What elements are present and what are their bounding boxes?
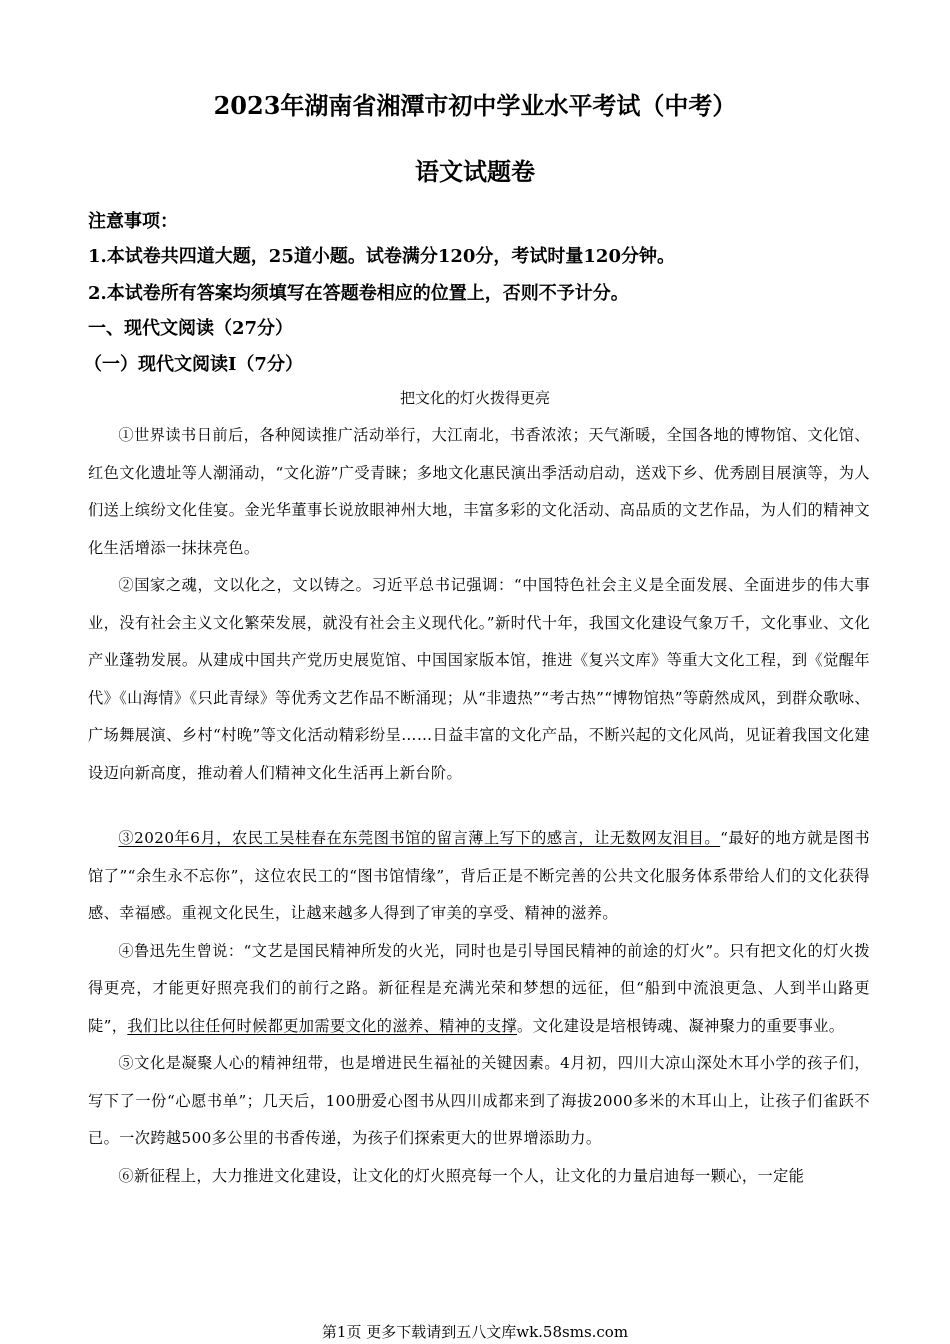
article-paragraph-2: ②国家之魂，文以化之，文以铸之。习近平总书记强调：“中国特色社会主义是全面发展、全面进步的伟大事业，没有社会主义文化繁荣发展，就没有社会主义现代化。”新时代十年，我国文化建设气象万千，文化事业、文化产业蓬勃发展。从建成中国共产党历史展览馆、中国国家版本馆，推进《复兴文库》等重大文化工程，到《觉醒年代》《山海情》《只此青绿》等优秀文艺作品不断涌现；从“非遗热”“考古热”“博物馆热”等蔚然成风，到群众歌咏、广场舞展演、乡村“村晚”等文化活动精彩纷呈……日益丰富的文化产品，不断兴起的文化风尚，见证着我国文化建设迈向新高度，推动着人们精神文化生活再上新台阶。 — [88, 576, 870, 782]
exam-title: 2023年湖南省湘潭市初中学业水平考试（中考） — [213, 91, 737, 120]
subsection-heading: （一）现代文阅读Ⅰ（7分） — [84, 354, 303, 375]
notice-item-2: 2.本试卷所有答案均须填写在答题卷相应的位置上，否则不予计分。 — [88, 283, 629, 304]
underlined-sentence-3: ③2020年6月，农民工吴桂春在东莞图书馆的留言薄上写下的感言，让无数网友泪目。 — [118, 829, 721, 847]
article-paragraph-1: ①世界读书日前后，各种阅读推广活动举行，大江南北，书香浓浓；天气渐暖，全国各地的博物馆、文化馆、红色文化遗址等人潮涌动，“文化游”广受青睐；多地文化惠民演出季活动启动，送戏下乡、优秀剧目展演等，为人们送上缤纷文化佳宴。金光华董事长说放眼神州大地，丰富多彩的文化活动、高品质的文艺作品，为人们的精神文化生活增添一抹抹亮色。 — [88, 426, 870, 557]
exam-subtitle: 语文试题卷 — [415, 157, 535, 186]
section-heading: 一、现代文阅读（27分） — [88, 318, 294, 339]
notice-heading: 注意事项： — [88, 211, 178, 232]
paragraph-4-after: 。文化建设是培根铸魂、凝神聚力的重要事业。 — [517, 1016, 845, 1035]
article-body — [88, 417, 870, 792]
article-paragraph-6: ⑥新征程上，大力推进文化建设，让文化的灯火照亮每一个人，让文化的力量启迪每一颗心，一定能 — [118, 1166, 805, 1185]
paragraph-3-rest: “最好的地方就是图书馆了”“余生永不忘你”，这位农民工的“图书馆情缘”，背后正是不断完善的公共文化服务体系带给人们的文化获得感、幸福感。重视文化民生，让越来越多人得到了审美的享受、精神的滋养。 — [88, 829, 870, 922]
article-body-continued — [88, 820, 870, 1195]
article-paragraph-3 — [88, 820, 870, 933]
article-paragraph-5: ⑤文化是凝聚人心的精神纽带，也是增进民生福祉的关键因素。4月初，四川大凉山深处木耳小学的孩子们，写下了一份“心愿书单”；几天后，100册爱心图书从四川成都来到了海拔2000多米的木耳山上，让孩子们雀跃不已。一次跨越500多公里的书香传递，为孩子们探索更大的世界增添助力。 — [88, 1054, 870, 1147]
notice-item-1: 1.本试卷共四道大题，25道小题。试卷满分120分，考试时量120分钟。 — [88, 246, 675, 267]
paragraph-4-before: ④鲁迅先生曾说：“文艺是国民精神所发的火光，同时也是引导国民精神的前途的灯火”。只有把文化的灯火拨得更亮，才能更好照亮我们的前行之路。新征程是充满光荣和梦想的远征，但“船到中流浪更急、人到半山路更陡”， — [88, 941, 870, 1035]
article-paragraph-4 — [88, 933, 870, 1046]
underlined-sentence-4: 我们比以往任何时候都更加需要文化的滋养、精神的支撑 — [127, 1016, 518, 1035]
page-footer: 第1页 更多下载请到五八文库wk.58sms.com — [321, 1323, 629, 1341]
article-title: 把文化的灯火拨得更亮 — [399, 389, 550, 407]
